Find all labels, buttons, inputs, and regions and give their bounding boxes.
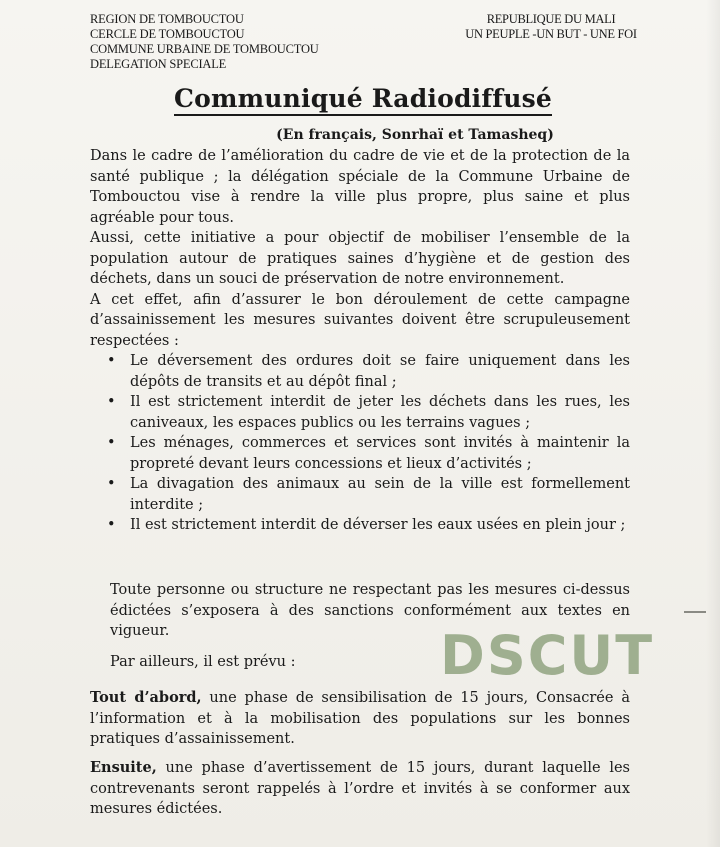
phase-one-text: une phase de sensibilisation de 15 jours, Consacrée à l’information et à la mobilisation des populations sur les bonnes pratiques d’assainissement. xyxy=(90,690,630,747)
document-title-wrapper xyxy=(0,84,720,116)
measure-text: La divagation des animaux au sein de la ville est formellement interdite ; xyxy=(130,476,630,513)
list-item xyxy=(107,351,630,392)
document-subtitle-wrapper xyxy=(0,127,720,144)
header-commune: COMMUNE URBAINE DE TOMBOUCTOU xyxy=(90,42,319,56)
phase-two-lead: Ensuite, xyxy=(90,759,157,776)
bullet-icon: • xyxy=(107,353,116,369)
measure-text: Les ménages, commerces et services sont invités à maintenir la propreté devant leurs concessions et lieux d’activités ; xyxy=(130,435,630,472)
communique-body xyxy=(90,146,630,536)
paragraph-sanctions: Toute personne ou structure ne respectant pas les mesures ci-dessus édictées s’exposera à des sanctions conformément aux textes en vigueur. xyxy=(110,582,630,639)
header-republic: REPUBLIQUE DU MALI xyxy=(486,12,616,26)
paragraph-par-ailleurs: Par ailleurs, il est prévu : xyxy=(110,654,296,670)
paragraph-measures-intro: A cet effet, afin d’assurer le bon déroulement de cette campagne d’assainissement les mesures suivantes doivent être scrupuleusement respectées : xyxy=(90,291,630,349)
measure-text: Le déversement des ordures doit se faire uniquement dans les dépôts de transits et au dépôt final ; xyxy=(130,353,630,390)
list-item xyxy=(107,392,630,433)
watermark: DSCUT xyxy=(440,624,655,687)
paragraph-objective: Aussi, cette initiative a pour objectif de mobiliser l’ensemble de la population autour de pratiques saines d’hygiène et de gestion des déchets, dans un souci de préservation de notre environnement. xyxy=(90,230,630,287)
header-republic-block xyxy=(438,12,664,42)
page-edge-shadow xyxy=(706,0,720,847)
paragraph-context: Dans le cadre de l’amélioration du cadre de vie et de la protection de la santé publique ; la délégation spéciale de la Commune Urbaine de Tombouctou vise à rendre la ville plus propre, plus saine et plus agréable pour tous. xyxy=(90,148,630,226)
list-item xyxy=(107,515,630,536)
bullet-icon: • xyxy=(107,476,116,492)
header-motto: UN PEUPLE -UN BUT - UNE FOI xyxy=(465,27,637,41)
paragraph-phase-one xyxy=(90,688,630,750)
list-item xyxy=(107,433,630,474)
margin-mark xyxy=(684,611,706,613)
header-administrative-block xyxy=(90,12,319,72)
phase-one-lead: Tout d’abord, xyxy=(90,689,202,706)
phase-two-text: une phase d’avertissement de 15 jours, durant laquelle les contrevenants seront rappelés à l’ordre et invités à se conformer aux mesures édictées. xyxy=(90,760,630,817)
measure-text: Il est strictement interdit de jeter les déchets dans les rues, les caniveaux, les espaces publics ou les terrains vagues ; xyxy=(130,394,630,431)
header-delegation: DELEGATION SPECIALE xyxy=(90,57,227,71)
document-title: Communiqué Radiodiffusé xyxy=(174,84,552,116)
measures-list xyxy=(90,351,630,536)
paragraph-phase-two xyxy=(90,758,630,820)
list-item xyxy=(107,474,630,515)
header-region: REGION DE TOMBOUCTOU xyxy=(90,12,244,26)
measure-text: Il est strictement interdit de déverser les eaux usées en plein jour ; xyxy=(130,517,626,533)
bullet-icon: • xyxy=(107,435,116,451)
bullet-icon: • xyxy=(107,517,116,533)
header-cercle: CERCLE DE TOMBOUCTOU xyxy=(90,27,245,41)
document-subtitle: (En français, Sonrhaï et Tamasheq) xyxy=(276,127,554,143)
bullet-icon: • xyxy=(107,394,116,410)
